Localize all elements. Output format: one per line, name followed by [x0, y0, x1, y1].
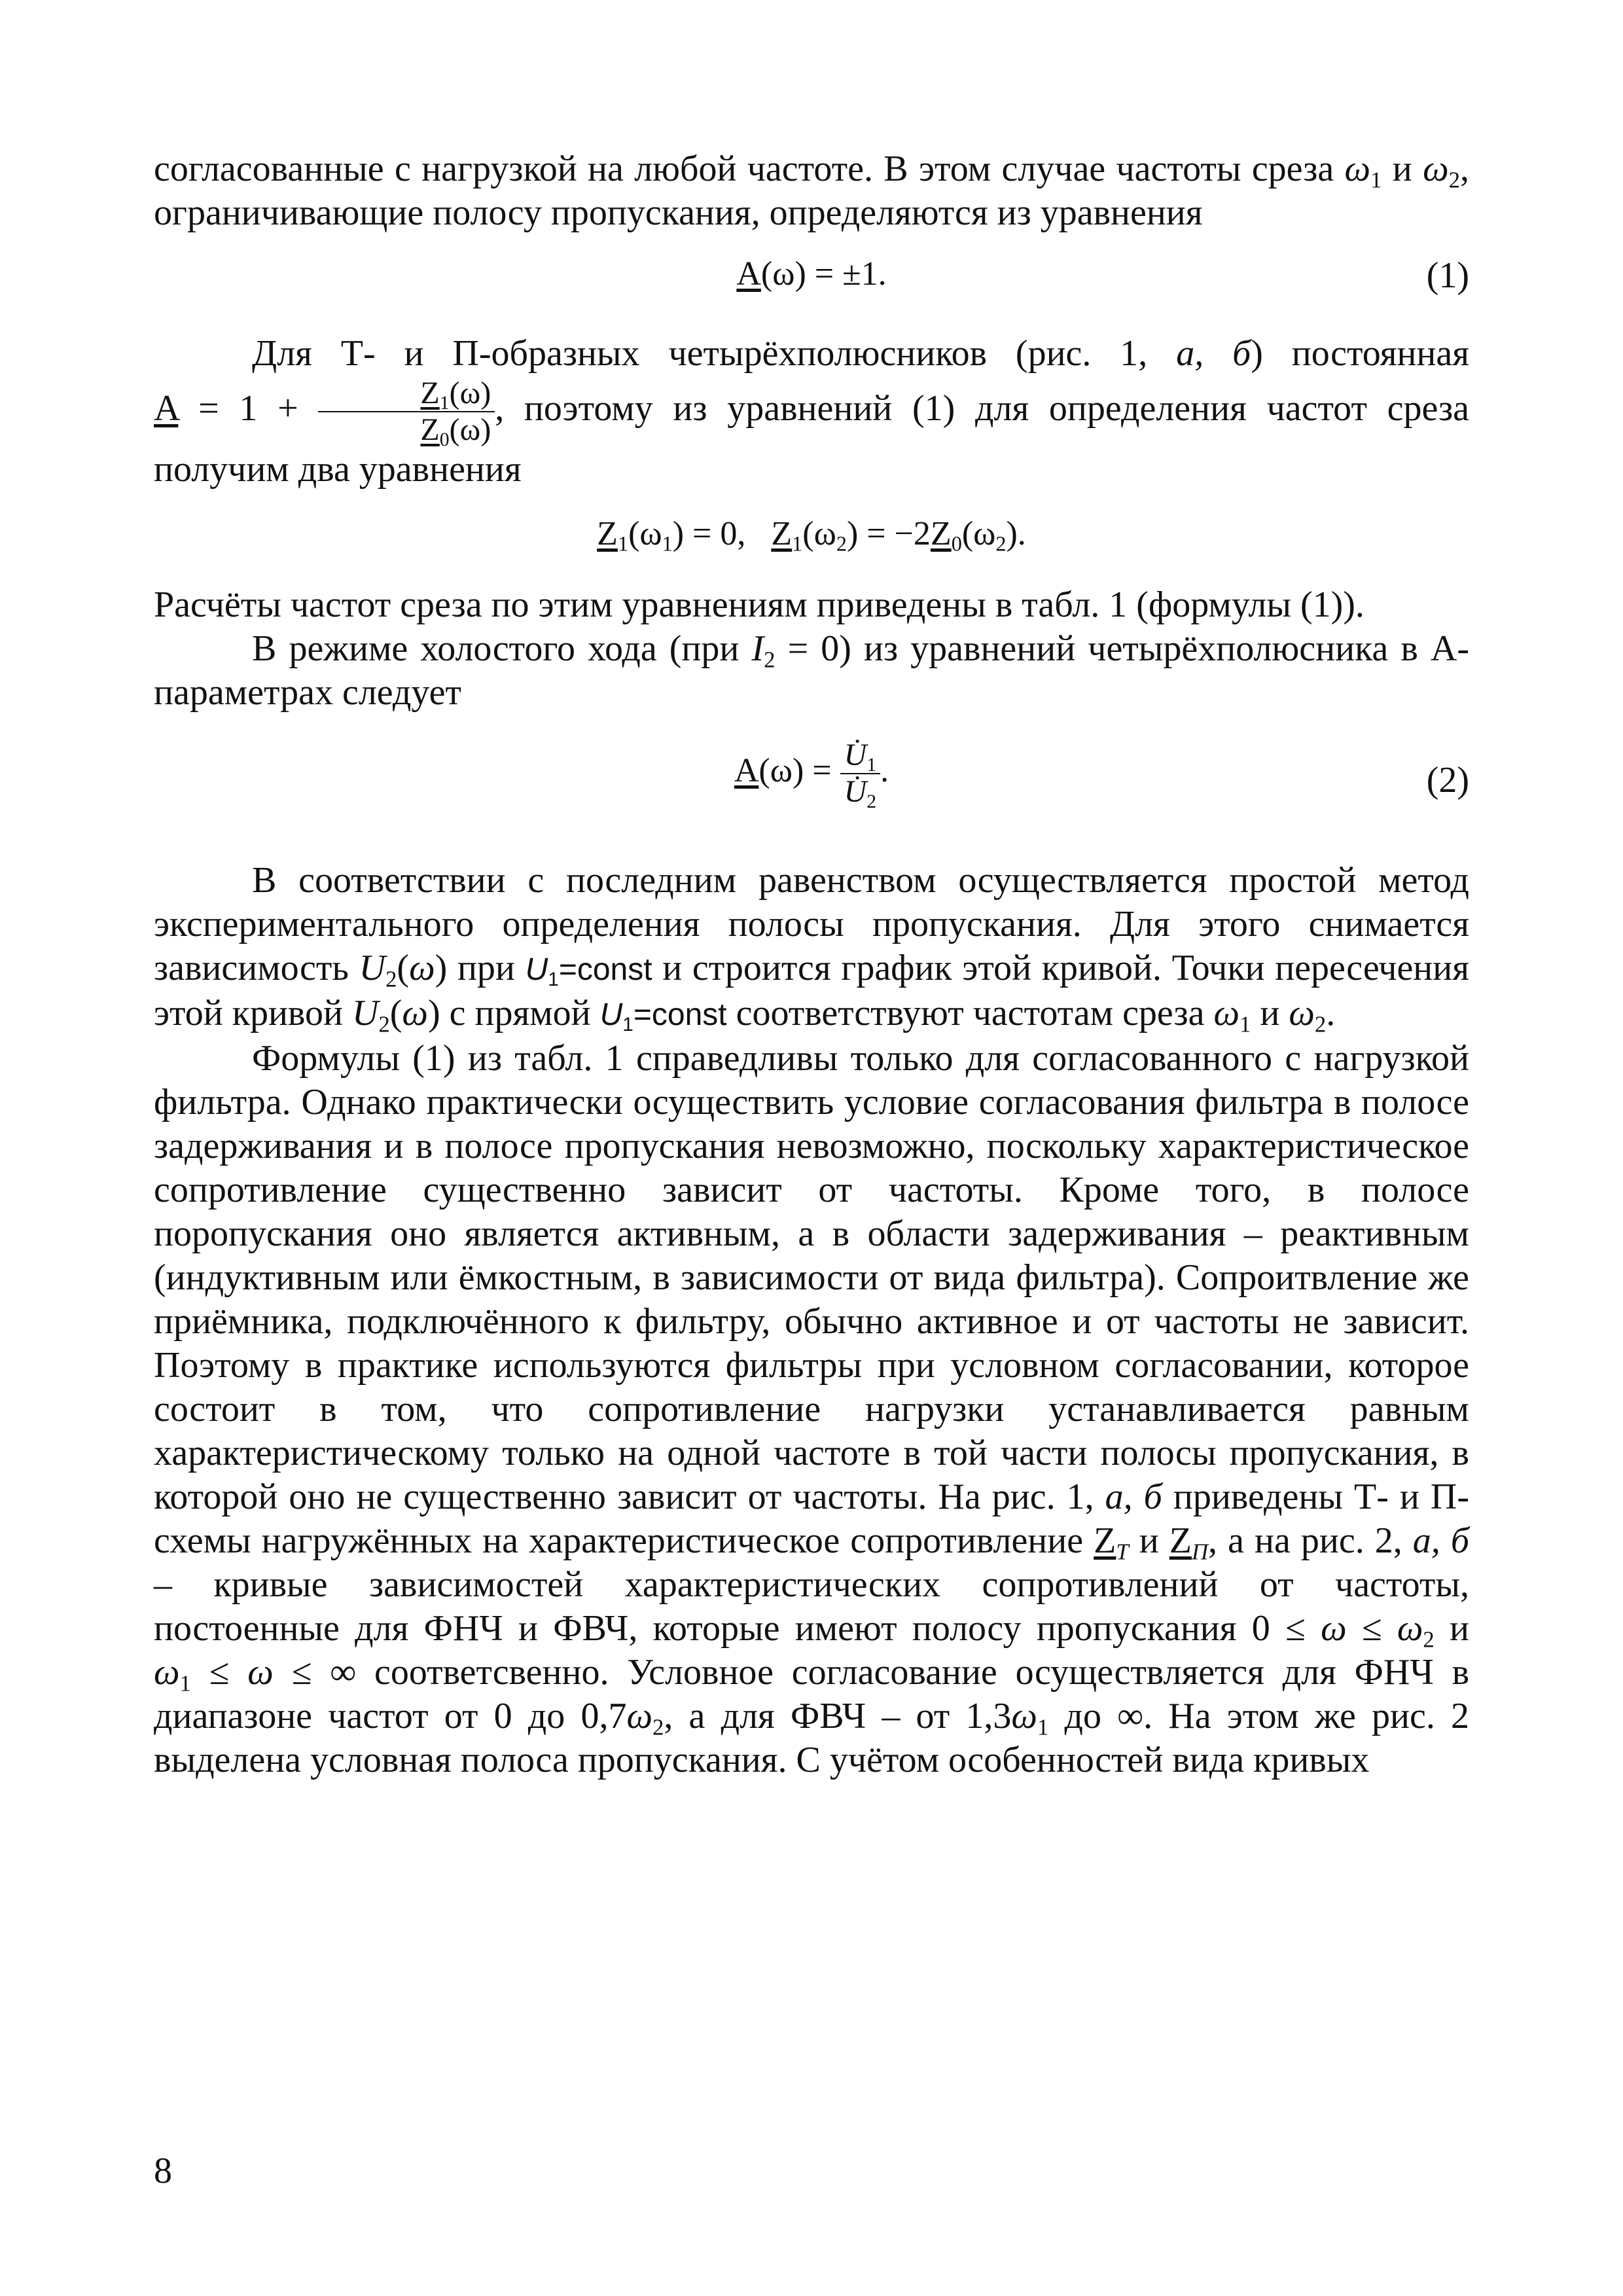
equation-cutoff-pair: $Z_1(\omega_1) = 0$, $Z_1(\omega_2) = -2Z_0(\omega_2)$.	[597, 515, 1026, 556]
paragraph-1: согласованные с нагрузкой на любой частоте. В этом случае частоты среза $\omega_1$ и $\omega_2$, ограничивающие полосу пропускания, определяются из уравнения	[154, 149, 1469, 233]
equation-number: (2)	[1426, 760, 1469, 800]
z1-over-z0-fraction: $\frac{Z_1(\omega)}{Z_0(\omega)}$	[318, 376, 495, 448]
equation-2: A(ω) = $\frac{U̇_1}{U̇_2}$ . (2)	[734, 738, 1469, 812]
paragraph-5: В соответствии с последним равенством осуществляется простой метод экспериментального определения полосы пропускания. Для этого снимается зависимость $U_2(\omega)$ при $U_1=const$ и строится график этой кривой. Точки пересечения этой кривой $U_2(\omega)$ с прямой $U_1=const$ соответствуют частотам среза $\omega_1$ и $\omega_2$.	[154, 860, 1470, 1037]
equation-1: A(ω) = ±1. (1)	[736, 255, 1469, 296]
equation-number: (1)	[1426, 255, 1469, 296]
paragraph-4: В режиме холостого хода (при $I_2 = 0$) из уравнений четырёхполюсника в А-параметрах следует	[154, 628, 1469, 713]
page-content	[154, 147, 1469, 1782]
paragraph-6: Формулы (1) из табл. 1 справедливы только для согласованного с нагрузкой фильтра. Однако практически осуществить условие согласования фильтра в полосе задерживания и в полосе пропускания невозможно, поскольку характеристическое сопротивление существенно зависит от частоты. Кроме того, в полосе поропускания оно является активным, а в области задерживания – реактивным (индуктивным или ёмкостным, в зависимости от вида фильтра). Сопроитвление же приёмника, подключённого к фильтру, обычно активное и от частоты не зависит. Поэтому в практике используются фильтры при условном согласовании, которое состоит в том, что сопротивление нагрузки устанавливается равным характеристическому только на одной частоте в той части полосы пропускания, в которой оно не существенно зависит от частоты. На рис. 1, а, б приведены Т- и П-схемы нагружённых на характеристическое сопротивление $Z_T$ и $Z_П$, а на рис. 2, а, б – кривые зависимостей характеристических сопротивлений от частоты, постоенные для ФНЧ и ФВЧ, которые имеют полосу пропускания $0 \le \omega \le \omega_2$ и $\omega_1 \le \omega$ ≤ ∞ соответсвенно. Условное согласование осуществляется для ФНЧ в диапазоне частот от 0 до $0,7\omega_2$, а для ФВЧ – от $1,3\omega_1$ до ∞. На этом же рис. 2 выделена условная полоса пропускания. С учётом особенностей вида кривых	[154, 1038, 1470, 1780]
u1-over-u2-fraction: $\frac{U̇_1}{U̇_2}$	[840, 738, 881, 810]
page-number: 8	[154, 2151, 172, 2191]
paragraph-3: Расчёты частот среза по этим уравнениям приведены в табл. 1 (формулы (1)).	[154, 584, 1364, 625]
paragraph-2: Для Т- и П-образных четырёхполюсников (рис. 1, а, б) постоянная A = 1 + $\frac{Z_1(\omega)}{Z_0(\omega)}$ , поэтому из уравнений (1) для определения частот среза получим два уравнения	[154, 333, 1470, 490]
